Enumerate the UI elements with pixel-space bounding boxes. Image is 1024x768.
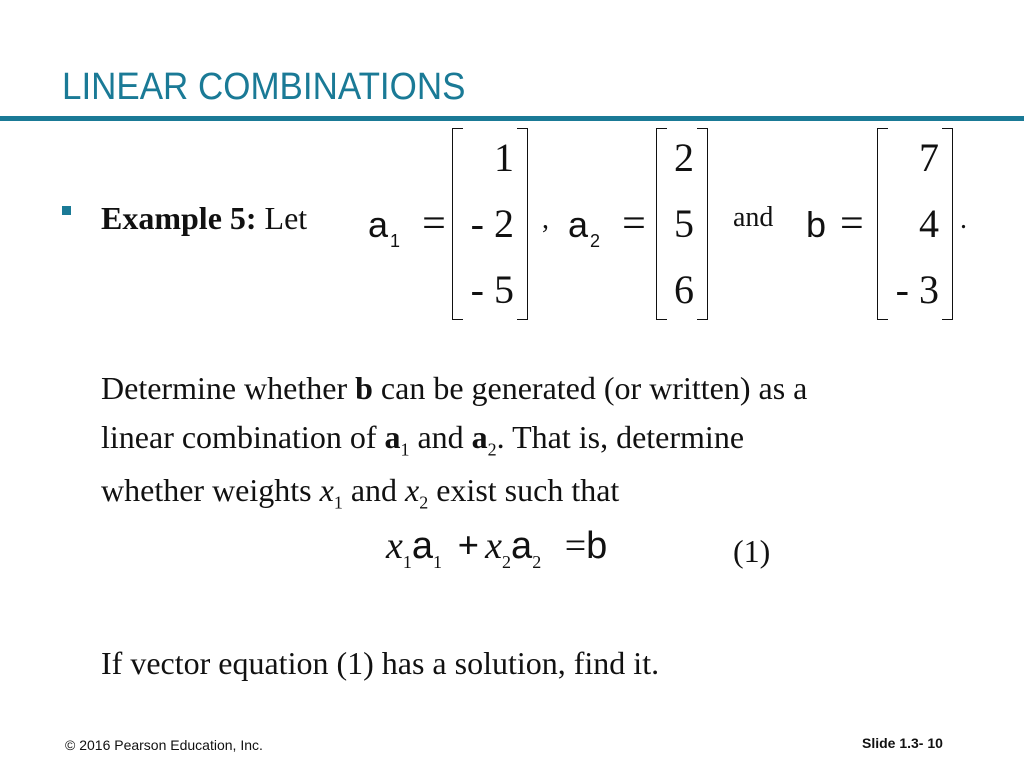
bullet-marker xyxy=(62,206,71,215)
paragraph-line-1 xyxy=(101,370,807,407)
a2-label xyxy=(568,200,646,252)
vector-a1 xyxy=(452,128,528,320)
text: linear combination of xyxy=(101,419,385,455)
italic-x: x xyxy=(405,472,420,508)
vector-b xyxy=(877,128,953,320)
text: exist such that xyxy=(428,472,620,508)
subscript: 2 xyxy=(487,439,497,460)
vector-a2-entry-1: 2 xyxy=(674,135,694,180)
equation-number: (1) xyxy=(733,533,771,569)
left-bracket xyxy=(656,128,667,320)
text: and xyxy=(342,472,406,508)
vector-b-entry-2: 4 xyxy=(919,201,939,246)
a1-equals: = xyxy=(422,201,446,247)
a2-symbol: a xyxy=(568,204,589,245)
example-intro xyxy=(101,200,307,237)
b-symbol: b xyxy=(806,204,827,245)
b-var: b xyxy=(586,525,608,567)
left-bracket xyxy=(452,128,463,320)
vector-a1-entry-1: 1 xyxy=(494,135,514,180)
a-var: a xyxy=(511,525,533,567)
vector-a1-entry-3: - 5 xyxy=(470,267,514,312)
bold-a: a xyxy=(471,419,488,455)
subscript: 1 xyxy=(400,439,410,460)
footer-slide-number: Slide 1.3- 10 xyxy=(862,735,943,751)
vector-a2 xyxy=(656,128,708,320)
text: and xyxy=(409,419,472,455)
right-bracket xyxy=(697,128,708,320)
vector-a2-entry-2: 5 xyxy=(674,201,694,246)
title-rule xyxy=(0,116,1024,121)
text: whether weights xyxy=(101,472,320,508)
vector-b-entry-1: 7 xyxy=(919,135,939,180)
subscript: 1 xyxy=(402,552,412,572)
a1-subscript: 1 xyxy=(390,231,401,251)
a-var: a xyxy=(411,525,434,567)
subscript: 1 xyxy=(433,552,443,572)
subscript: 2 xyxy=(532,552,542,572)
subscript: 2 xyxy=(502,552,512,572)
text: can be generated (or written) as a xyxy=(372,370,808,406)
b-label xyxy=(806,200,864,248)
paragraph-line-3 xyxy=(101,472,619,513)
comma: , xyxy=(542,204,549,235)
x-var: x xyxy=(386,525,403,567)
a1-symbol: a xyxy=(368,204,389,245)
text: . That is, determine xyxy=(496,419,745,455)
right-bracket xyxy=(942,128,953,320)
subscript: 1 xyxy=(333,492,343,513)
vector-b-entry-3: - 3 xyxy=(895,267,939,312)
let-word: Let xyxy=(264,200,308,236)
a2-equals: = xyxy=(622,201,646,247)
vector-equation xyxy=(386,524,607,573)
paragraph-line-2 xyxy=(101,419,744,460)
right-bracket xyxy=(517,128,528,320)
equals-sign: = xyxy=(564,525,587,567)
a2-subscript: 2 xyxy=(590,231,601,251)
bold-b: b xyxy=(355,370,373,406)
period: . xyxy=(960,204,967,235)
vector-a2-entry-3: 6 xyxy=(674,267,694,312)
plus-sign: + xyxy=(457,525,480,567)
x-var: x xyxy=(485,525,503,567)
a1-label xyxy=(368,200,446,252)
b-equals: = xyxy=(840,201,864,247)
and-word: and xyxy=(733,202,774,233)
left-bracket xyxy=(877,128,888,320)
italic-x: x xyxy=(319,472,334,508)
vector-a1-entry-2: - 2 xyxy=(470,201,514,246)
closing-text: If vector equation (1) has a solution, find it. xyxy=(101,645,660,681)
text: Determine whether xyxy=(101,370,356,406)
slide-title: LINEAR COMBINATIONS xyxy=(62,66,466,108)
example-label: Example 5: xyxy=(101,200,257,236)
bold-a: a xyxy=(384,419,401,455)
subscript: 2 xyxy=(419,492,429,513)
footer-copyright: © 2016 Pearson Education, Inc. xyxy=(65,737,263,753)
